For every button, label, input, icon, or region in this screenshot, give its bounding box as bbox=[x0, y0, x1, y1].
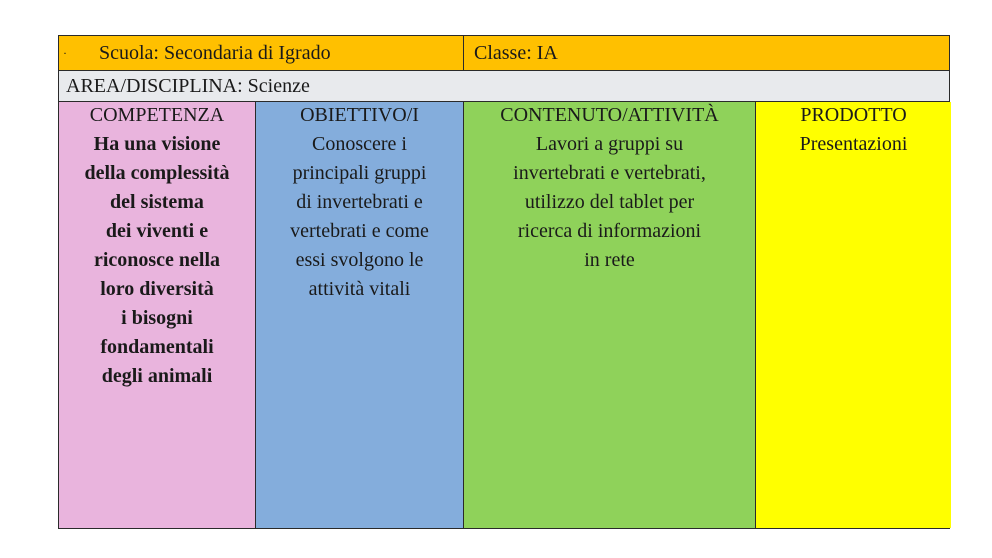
school-label: Scuola: Secondaria di Igrado bbox=[99, 42, 331, 64]
contenuto-line: in rete bbox=[584, 249, 635, 271]
obiettivo-line: di invertebrati e bbox=[296, 191, 423, 213]
bullet-mark: · bbox=[63, 46, 67, 60]
class-cell bbox=[464, 36, 961, 70]
school-cell bbox=[59, 36, 464, 70]
contenuto-column bbox=[464, 102, 756, 528]
competenza-line: i bisogni bbox=[121, 307, 193, 329]
obiettivo-line: essi svolgono le bbox=[295, 249, 424, 271]
competenza-line: loro diversità bbox=[100, 278, 214, 300]
competenza-heading: COMPETENZA bbox=[89, 104, 225, 126]
competenza-line: della complessità bbox=[84, 162, 230, 184]
contenuto-line: utilizzo del tablet per bbox=[524, 191, 695, 213]
class-label: Classe: IA bbox=[474, 42, 558, 64]
obiettivo-line: vertebrati e come bbox=[290, 220, 429, 242]
competenza-line: fondamentali bbox=[100, 336, 214, 358]
prodotto-heading: PRODOTTO bbox=[800, 104, 907, 126]
unit-plan-table bbox=[58, 35, 950, 529]
competenza-line: degli animali bbox=[101, 365, 213, 387]
contenuto-line: Lavori a gruppi su bbox=[535, 133, 684, 155]
contenuto-line: invertebrati e vertebrati, bbox=[513, 162, 706, 184]
obiettivo-column bbox=[256, 102, 464, 528]
competenza-line: Ha una visione bbox=[93, 133, 221, 155]
competenza-line: del sistema bbox=[110, 191, 204, 213]
area-label: AREA/DISCIPLINA: Scienze bbox=[66, 75, 310, 97]
obiettivo-heading: OBIETTIVO/I bbox=[300, 104, 419, 126]
obiettivo-line: Conoscere i bbox=[312, 133, 407, 155]
obiettivo-line: principali gruppi bbox=[292, 162, 427, 184]
area-row bbox=[59, 71, 949, 102]
contenuto-line: ricerca di informazioni bbox=[517, 220, 702, 242]
prodotto-column bbox=[756, 102, 951, 528]
contenuto-heading: CONTENUTO/ATTIVITÀ bbox=[500, 104, 719, 126]
obiettivo-line: attività vitali bbox=[308, 278, 411, 300]
competenza-column bbox=[59, 102, 256, 528]
prodotto-line: Presentazioni bbox=[799, 133, 908, 155]
competenza-line: riconosce nella bbox=[93, 249, 221, 271]
competenza-line: dei viventi e bbox=[105, 220, 209, 242]
header-row bbox=[59, 36, 949, 71]
